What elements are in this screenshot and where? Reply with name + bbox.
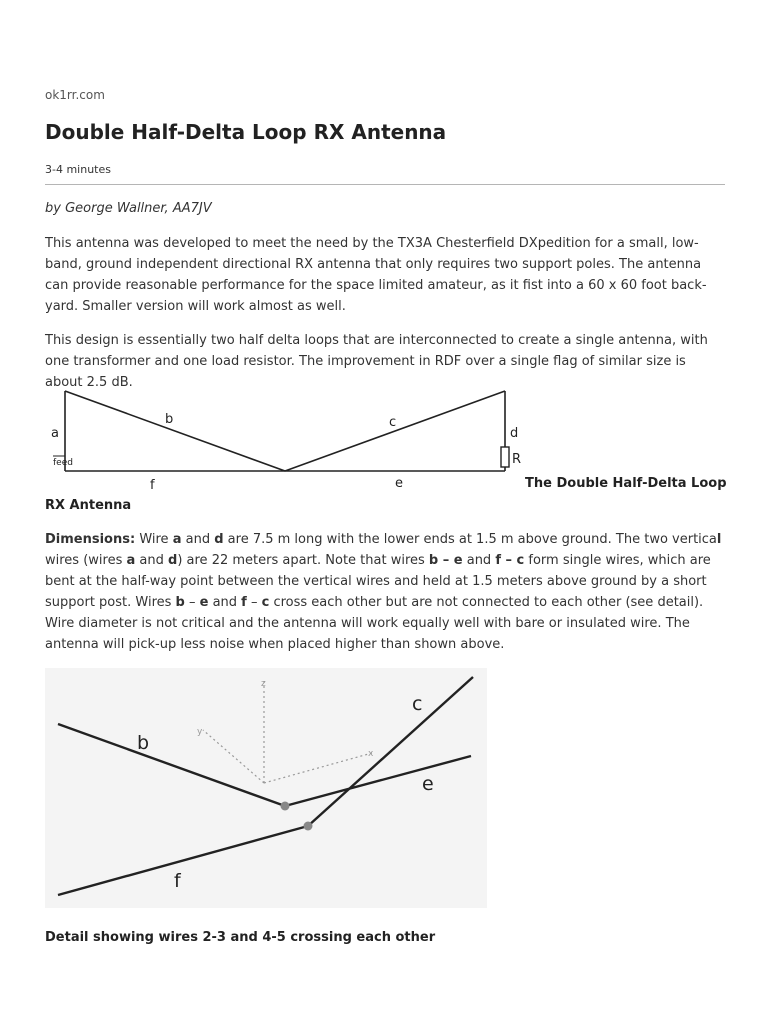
label-feed: feed <box>53 458 73 468</box>
support-post-1 <box>281 802 290 811</box>
label-c: c <box>389 415 397 430</box>
figure-caption-1: The Double Half-Delta Loop <box>525 476 727 491</box>
detail-label-c: c <box>412 693 423 715</box>
intro-paragraph: This antenna was developed to meet the need by the TX3A Chesterfield DXpedition for a small, low-band, ground independent directional RX antenna that only requires two support poles. The antenna can provide reasonable performance for the space limited amateur, as it fist into a 60 x 60 foot back-yard. Smaller version will work almost as well. <box>45 236 707 314</box>
figure-caption-1-cont: RX Antenna <box>45 498 132 513</box>
label-f: f <box>150 478 155 493</box>
detail-label-b: b <box>137 732 150 754</box>
label-d: d <box>510 426 519 441</box>
axis-z: z <box>261 679 266 689</box>
axis-y: y <box>197 727 203 737</box>
wire-c <box>285 391 505 471</box>
crossing-detail-diagram <box>45 668 487 908</box>
label-e: e <box>395 476 403 491</box>
divider <box>45 184 725 185</box>
byline: by George Wallner, AA7JV <box>45 201 212 216</box>
detail-label-f: f <box>174 870 181 892</box>
design-paragraph: This design is essentially two half delta loops that are interconnected to create a single antenna, with one transformer and one load resistor. The improvement in RDF over a single flag of similar size is about 2.5 dB. <box>45 333 708 390</box>
axis-x: x <box>368 749 374 759</box>
support-post-2 <box>304 822 313 831</box>
read-time: 3-4 minutes <box>45 163 111 176</box>
site-name: ok1rr.com <box>45 88 105 102</box>
label-a: a <box>51 426 59 441</box>
wire-b <box>65 391 285 471</box>
figure-caption-2: Detail showing wires 2-3 and 4-5 crossing each other <box>45 930 436 945</box>
antenna-overview-diagram <box>45 385 522 493</box>
label-r: R <box>512 452 522 467</box>
dimensions-paragraph: Dimensions: Wire a and d are 7.5 m long with the lower ends at 1.5 m above ground. The two vertical wires (wires a and d) are 22 meters apart. Note that wires b – e and f – c form single wires, which are bent at the half-way point between the vertical wires and held at 1.5 meters above ground by a short support post. Wires b – e and f – c cross each other but are not connected to each other (see detail). Wire diameter is not critical and the antenna will work equally well with bare or insulated wire. The antenna will pick-up less noise when placed higher than shown above. <box>45 532 722 652</box>
load-resistor <box>501 447 509 467</box>
page-title: Double Half-Delta Loop RX Antenna <box>45 120 447 144</box>
dimensions-label: Dimensions: <box>45 532 136 547</box>
label-b: b <box>165 412 174 427</box>
detail-label-e: e <box>422 773 434 795</box>
